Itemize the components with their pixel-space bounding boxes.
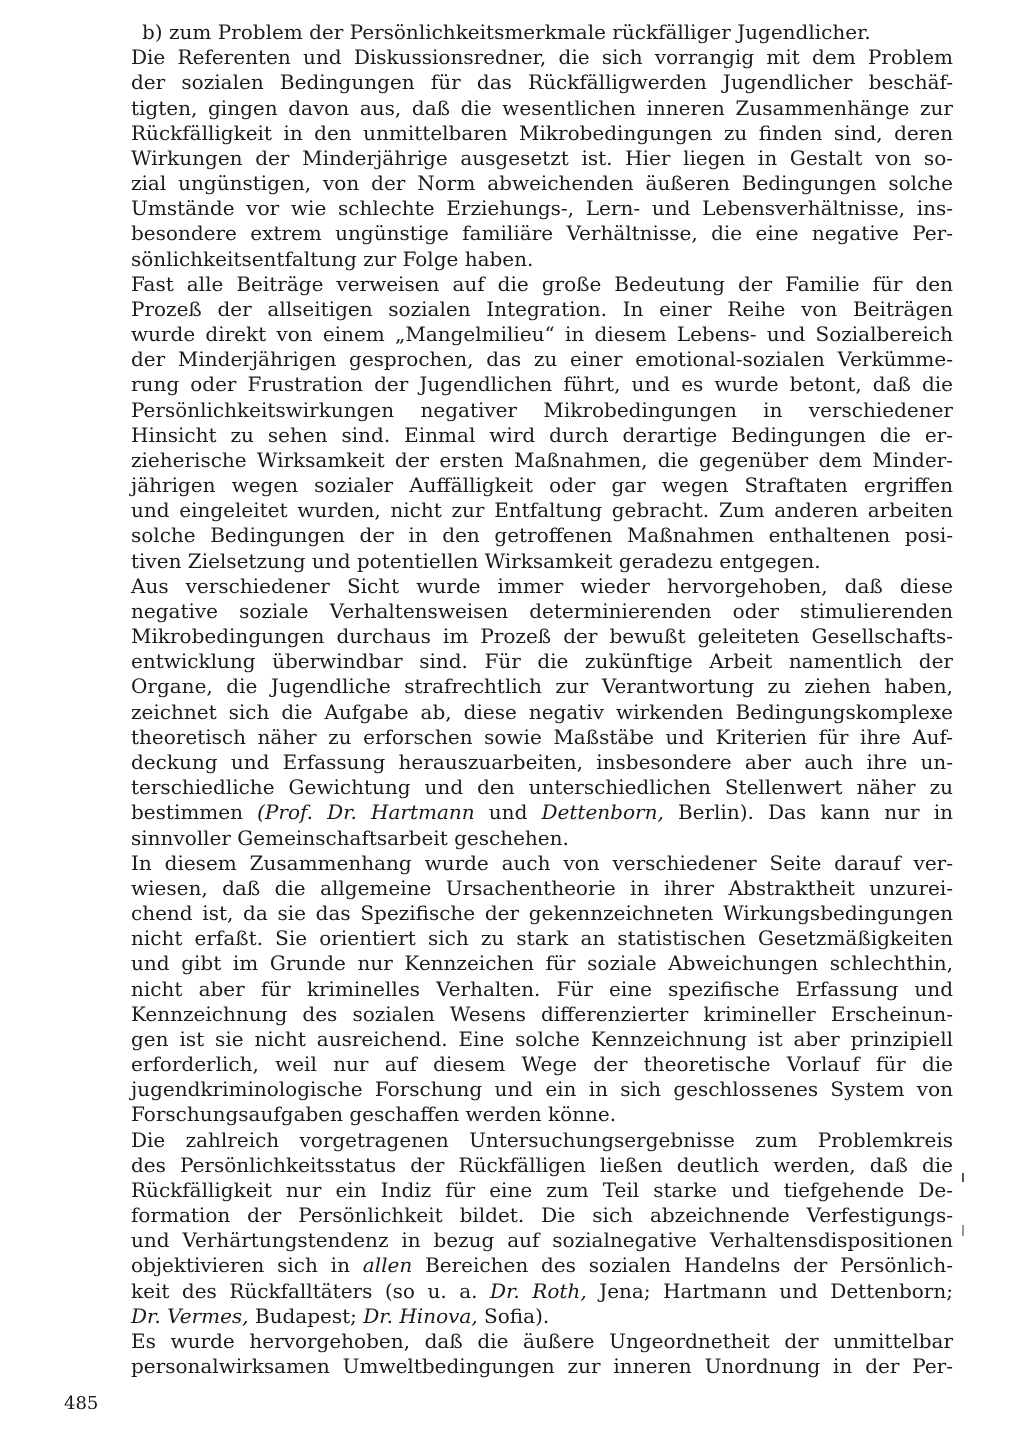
text-line: tiven Zielsetzung und potentiellen Wirksamkeit geradezu entgegen. <box>131 548 821 573</box>
text-line: zial ungünstigen, von der Norm abweichenden äußeren Bedingungen solche <box>131 171 953 196</box>
text-line: Kennzeichnung des sozialen Wesens differenzierter krimineller Erscheinun- <box>131 1001 953 1026</box>
text-line: und eingeleitet wurden, nicht zur Entfaltung gebracht. Zum anderen arbeiten <box>131 498 953 523</box>
text-line: Umstände vor wie schlechte Erziehungs-, Lern- und Lebensverhältnisse, ins- <box>131 196 953 221</box>
text-line: nicht erfaßt. Sie orientiert sich zu stark an statistischen Gesetzmäßigkeiten <box>131 926 953 951</box>
text-line: Wirkungen der Minderjährige ausgesetzt ist. Hier liegen in Gestalt von so- <box>131 145 953 170</box>
margin-mark <box>962 1173 964 1182</box>
text-line <box>131 800 953 825</box>
text-segment: Bereichen des sozialen Handelns der Persönlich- <box>412 1253 953 1278</box>
text-line: Persönlichkeitswirkungen negativer Mikrobedingungen in verschiedener <box>131 397 953 422</box>
text-line <box>131 1253 953 1278</box>
text-line: Forschungsaufgaben geschaffen werden könne. <box>131 1102 617 1127</box>
text-line: tigten, gingen davon aus, daß die wesentlichen inneren Zusammenhänge zur <box>131 95 953 120</box>
text-line: theoretisch näher zu erforschen sowie Maßstäbe und Kriterien für ihre Auf- <box>131 724 953 749</box>
text-line: Hinsicht zu sehen sind. Einmal wird durch derartige Bedingungen die er- <box>131 422 953 447</box>
text-segment: und <box>474 800 542 825</box>
text-line: zeichnet sich die Aufgabe ab, diese negativ wirkenden Bedingungskomplexe <box>131 699 953 724</box>
text-line: der Minderjährigen gesprochen, das zu einer emotional-sozialen Verkümme- <box>131 347 953 372</box>
text-line: der sozialen Bedingungen für das Rückfälligwerden Jugendlicher beschäf- <box>131 70 953 95</box>
text-line: gen ist sie nicht ausreichend. Eine solche Kennzeichnung ist aber prinzipiell <box>131 1026 953 1051</box>
italic-name: allen <box>362 1253 413 1278</box>
text-line: wiesen, daß die allgemeine Ursachentheorie in ihrer Abstraktheit unzurei- <box>131 875 953 900</box>
text-line: terschiedliche Gewichtung und den unterschiedlichen Stellenwert näher zu <box>131 775 953 800</box>
text-line: Die Referenten und Diskussionsredner, die sich vorrangig mit dem Problem <box>131 45 953 70</box>
text-line <box>131 1279 953 1304</box>
text-line: des Persönlichkeitsstatus der Rückfälligen ließen deutlich werden, daß die <box>131 1152 953 1177</box>
text-line: jährigen wegen sozialer Auffälligkeit oder gar wegen Straftaten ergriffen <box>131 473 953 498</box>
text-line: jugendkriminologische Forschung und ein in sich geschlossenes System von <box>131 1077 953 1102</box>
text-segment: bestimmen <box>131 800 258 825</box>
text-segment: Sofia). <box>477 1303 550 1328</box>
italic-name: Dr. Roth, <box>490 1278 587 1303</box>
text-line: Die zahlreich vorgetragenen Untersuchungsergebnisse zum Problemkreis <box>131 1127 953 1152</box>
text-line: erforderlich, weil nur auf diesem Wege der theoretische Vorlauf für die <box>131 1052 953 1077</box>
text-line: entwicklung überwindbar sind. Für die zukünftige Arbeit namentlich der <box>131 649 953 674</box>
text-line: Mikrobedingungen durchaus im Prozeß der bewußt geleiteten Gesellschafts- <box>131 624 953 649</box>
italic-name: (Prof. Dr. Hartmann <box>257 800 475 825</box>
body-text <box>131 20 953 1379</box>
text-line: rung oder Frustration der Jugendlichen führt, und es wurde betont, daß die <box>131 372 953 397</box>
text-line: Es wurde hervorgehoben, daß die äußere Ungeordnetheit der unmittelbar <box>131 1328 953 1353</box>
text-line: Organe, die Jugendliche strafrechtlich zur Verantwortung zu ziehen haben, <box>131 674 953 699</box>
text-line: Aus verschiedener Sicht wurde immer wieder hervorgehoben, daß diese <box>131 573 953 598</box>
italic-name: Dettenborn, <box>541 800 664 825</box>
margin-mark <box>962 1225 964 1236</box>
text-line: solche Bedingungen der in den getroffenen Maßnahmen enthaltenen posi- <box>131 523 953 548</box>
italic-name: Dr. Hinova, <box>363 1303 478 1328</box>
text-line: besondere extrem ungünstige familiäre Verhältnisse, die eine negative Per- <box>131 221 953 246</box>
text-line <box>131 1304 953 1329</box>
page-number: 485 <box>64 1393 99 1414</box>
text-line: Fast alle Beiträge verweisen auf die große Bedeutung der Familie für den <box>131 271 953 296</box>
text-segment: objektivieren sich in <box>131 1253 363 1278</box>
text-line: und Verhärtungstendenz in bezug auf sozialnegative Verhaltensdispositionen <box>131 1228 953 1253</box>
text-line: Rückfälligkeit nur ein Indiz für eine zum Teil starke und tiefgehende De- <box>131 1177 953 1202</box>
text-line: und gibt im Grunde nur Kennzeichen für soziale Abweichungen schlechthin, <box>131 951 953 976</box>
text-segment: Budapest; <box>248 1303 364 1328</box>
text-line: zieherische Wirksamkeit der ersten Maßnahmen, die gegenüber dem Minder- <box>131 447 953 472</box>
text-line: wurde direkt von einem „Mangelmilieu“ in diesem Lebens- und Sozialbereich <box>131 322 953 347</box>
text-line: In diesem Zusammenhang wurde auch von verschiedener Seite darauf ver- <box>131 850 953 875</box>
text-line: Rückfälligkeit in den unmittelbaren Mikrobedingungen zu finden sind, deren <box>131 120 953 145</box>
text-segment: Jena; Hartmann und Dettenborn; <box>586 1278 953 1303</box>
text-line: b) zum Problem der Persönlichkeitsmerkmale rückfälliger Jugendlicher. <box>142 20 871 44</box>
text-line: nicht aber für kriminelles Verhalten. Für eine spezifische Erfassung und <box>131 976 953 1001</box>
text-segment: Berlin). Das kann nur in <box>663 800 954 825</box>
text-segment: keit des Rückfalltäters (so u. a. <box>131 1278 491 1303</box>
text-line: negative soziale Verhaltensweisen determinierenden oder stimulierenden <box>131 598 953 623</box>
text-line: formation der Persönlichkeit bildet. Die sich abzeichnende Verfestigungs- <box>131 1203 953 1228</box>
italic-name: Dr. Vermes, <box>131 1303 249 1328</box>
text-line: chend ist, da sie das Spezifische der gekennzeichneten Wirkungsbedingungen <box>131 901 953 926</box>
text-line: deckung und Erfassung herauszuarbeiten, insbesondere aber auch ihre un- <box>131 749 953 774</box>
text-line: sinnvoller Gemeinschaftsarbeit geschehen. <box>131 825 569 850</box>
text-line: Prozeß der allseitigen sozialen Integration. In einer Reihe von Beiträgen <box>131 296 953 321</box>
text-line: sönlichkeitsentfaltung zur Folge haben. <box>131 246 534 271</box>
text-line: personalwirksamen Umweltbedingungen zur inneren Unordnung in der Per- <box>131 1354 953 1379</box>
